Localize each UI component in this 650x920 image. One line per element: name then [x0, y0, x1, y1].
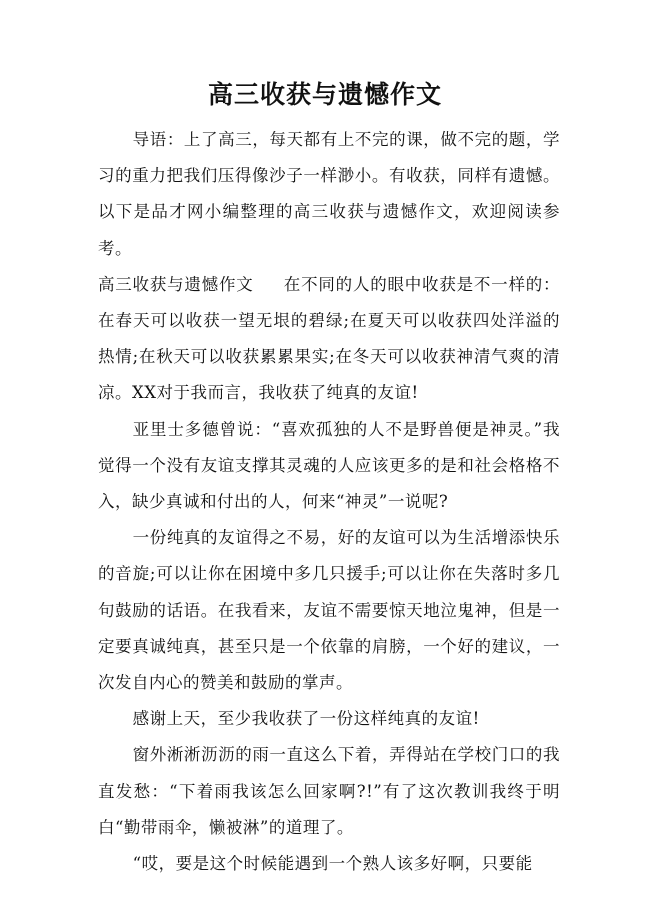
paragraph-4: 感谢上天，至少我收获了一份这样纯真的友谊!: [132, 709, 480, 729]
first-paragraph: [98, 267, 560, 412]
paragraph-6: “哎，要是这个时候能遇到一个熟人该多好啊，只要能: [132, 854, 533, 874]
document-title: 高三收获与遗憾作文: [207, 80, 442, 109]
document-body: [98, 122, 560, 882]
paragraph-1-text: 在不同的人的眼中收获是不一样的：在春天可以收获一望无垠的碧绿;在夏天可以收获四处洋溢的热情;在秋天可以收获累累果实;在冬天可以收获神清气爽的清凉。XX对于我而言，我收获了纯真的友谊!: [98, 274, 561, 403]
paragraph-3: 一份纯真的友谊得之不易，好的友谊可以为生活增添快乐的音旋;可以让你在困境中多几只援手;可以让你在失落时多几句鼓励的话语。在我看来，友谊不需要惊天地泣鬼神，但是一定要真诚纯真，甚至只是一个依靠的肩膀，一个好的建议，一次发自内心的赞美和鼓励的掌声。: [98, 528, 560, 693]
subtitle: 高三收获与遗憾作文: [98, 274, 254, 294]
intro-paragraph: 导语：上了高三，每天都有上不完的课，做不完的题，学习的重力把我们压得像沙子一样渺小。有收获，同样有遗憾。以下是品才网小编整理的高三收获与遗憾作文，欢迎阅读参考。: [98, 130, 560, 258]
paragraph-2: 亚里士多德曾说：“喜欢孤独的人不是野兽便是神灵。”我觉得一个没有友谊支撑其灵魂的人应该更多的是和社会格格不入，缺少真诚和付出的人，何来“神灵”一说呢?: [98, 419, 560, 512]
paragraph-5: 窗外淅淅沥沥的雨一直这么下着，弄得站在学校门口的我直发愁：“下着雨我该怎么回家啊?!”有了这次教训我终于明白“勤带雨伞，懒被淋”的道理了。: [98, 745, 560, 837]
